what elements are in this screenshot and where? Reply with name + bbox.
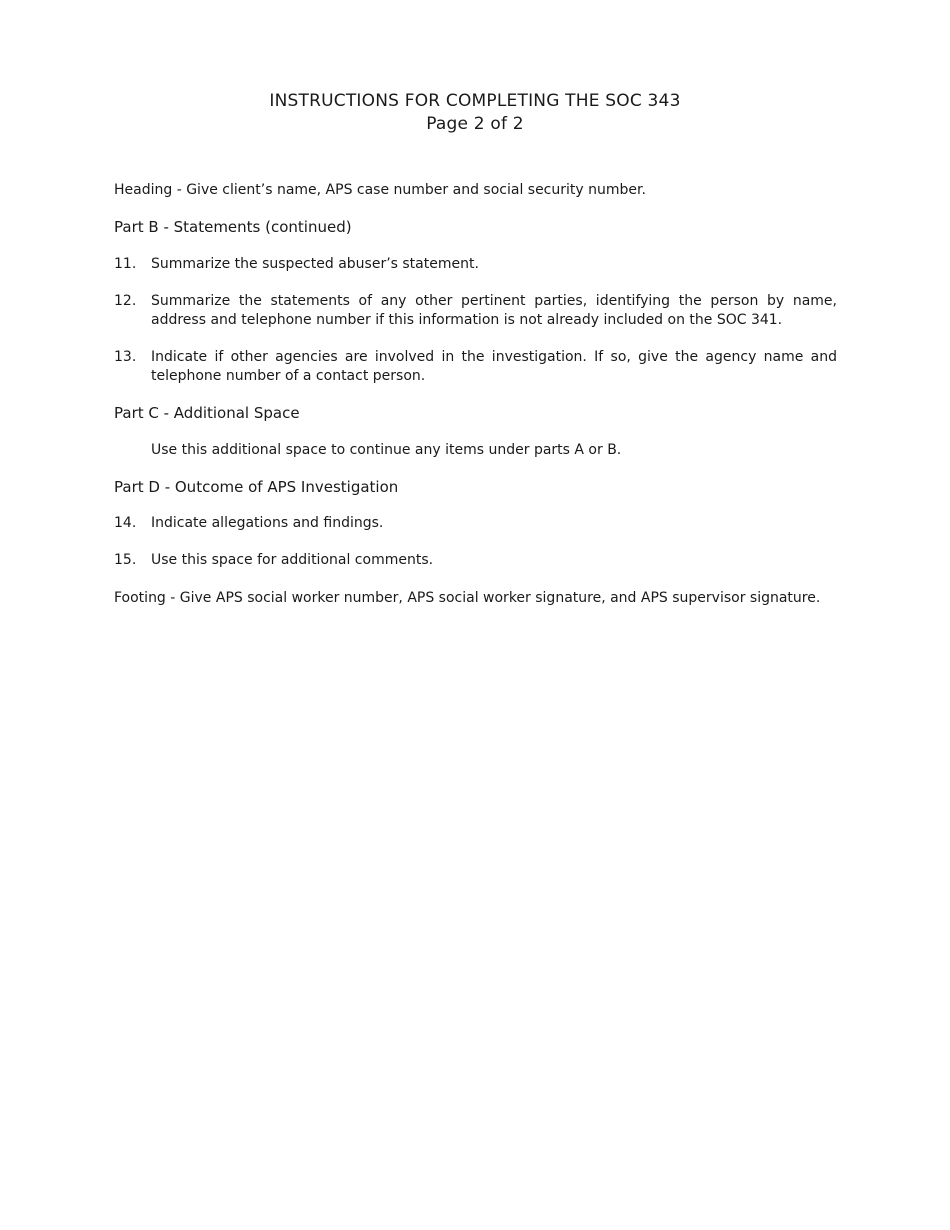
item-number: 14. — [114, 515, 137, 531]
part-c-text: Use this additional space to continue any items under parts A or B. — [151, 442, 622, 458]
item-text: Indicate allegations and findings. — [151, 515, 384, 531]
list-item — [114, 514, 837, 533]
page-number: Page 2 of 2 — [426, 114, 524, 134]
item-text: Summarize the suspected abuser’s statement. — [151, 256, 479, 272]
item-text: Summarize the statements of any other pertinent parties, identifying the person by name, address and telephone number if this information is not already included on the SOC 341. — [151, 293, 837, 328]
part-b-title: Part B - Statements (continued) — [114, 218, 352, 236]
part-c-title: Part C - Additional Space — [114, 404, 300, 422]
part-d-title: Part D - Outcome of APS Investigation — [114, 478, 399, 496]
document-title: INSTRUCTIONS FOR COMPLETING THE SOC 343 — [269, 91, 681, 111]
item-number: 15. — [114, 552, 137, 568]
footing-instruction: Footing - Give APS social worker number, APS social worker signature, and APS supervisor signature. — [114, 590, 821, 606]
item-number: 11. — [114, 256, 137, 272]
list-item — [114, 551, 837, 570]
item-text: Use this space for additional comments. — [151, 552, 434, 568]
item-number: 13. — [114, 349, 137, 365]
list-item — [114, 348, 837, 386]
document-body — [114, 179, 837, 608]
heading-instruction: Heading - Give client’s name, APS case number and social security number. — [114, 182, 646, 198]
item-number: 12. — [114, 293, 137, 309]
list-item — [114, 255, 837, 274]
document-header — [0, 90, 950, 136]
item-text: Indicate if other agencies are involved in the investigation. If so, give the agency name and telephone number of a contact person. — [151, 349, 837, 384]
list-item — [114, 292, 837, 330]
